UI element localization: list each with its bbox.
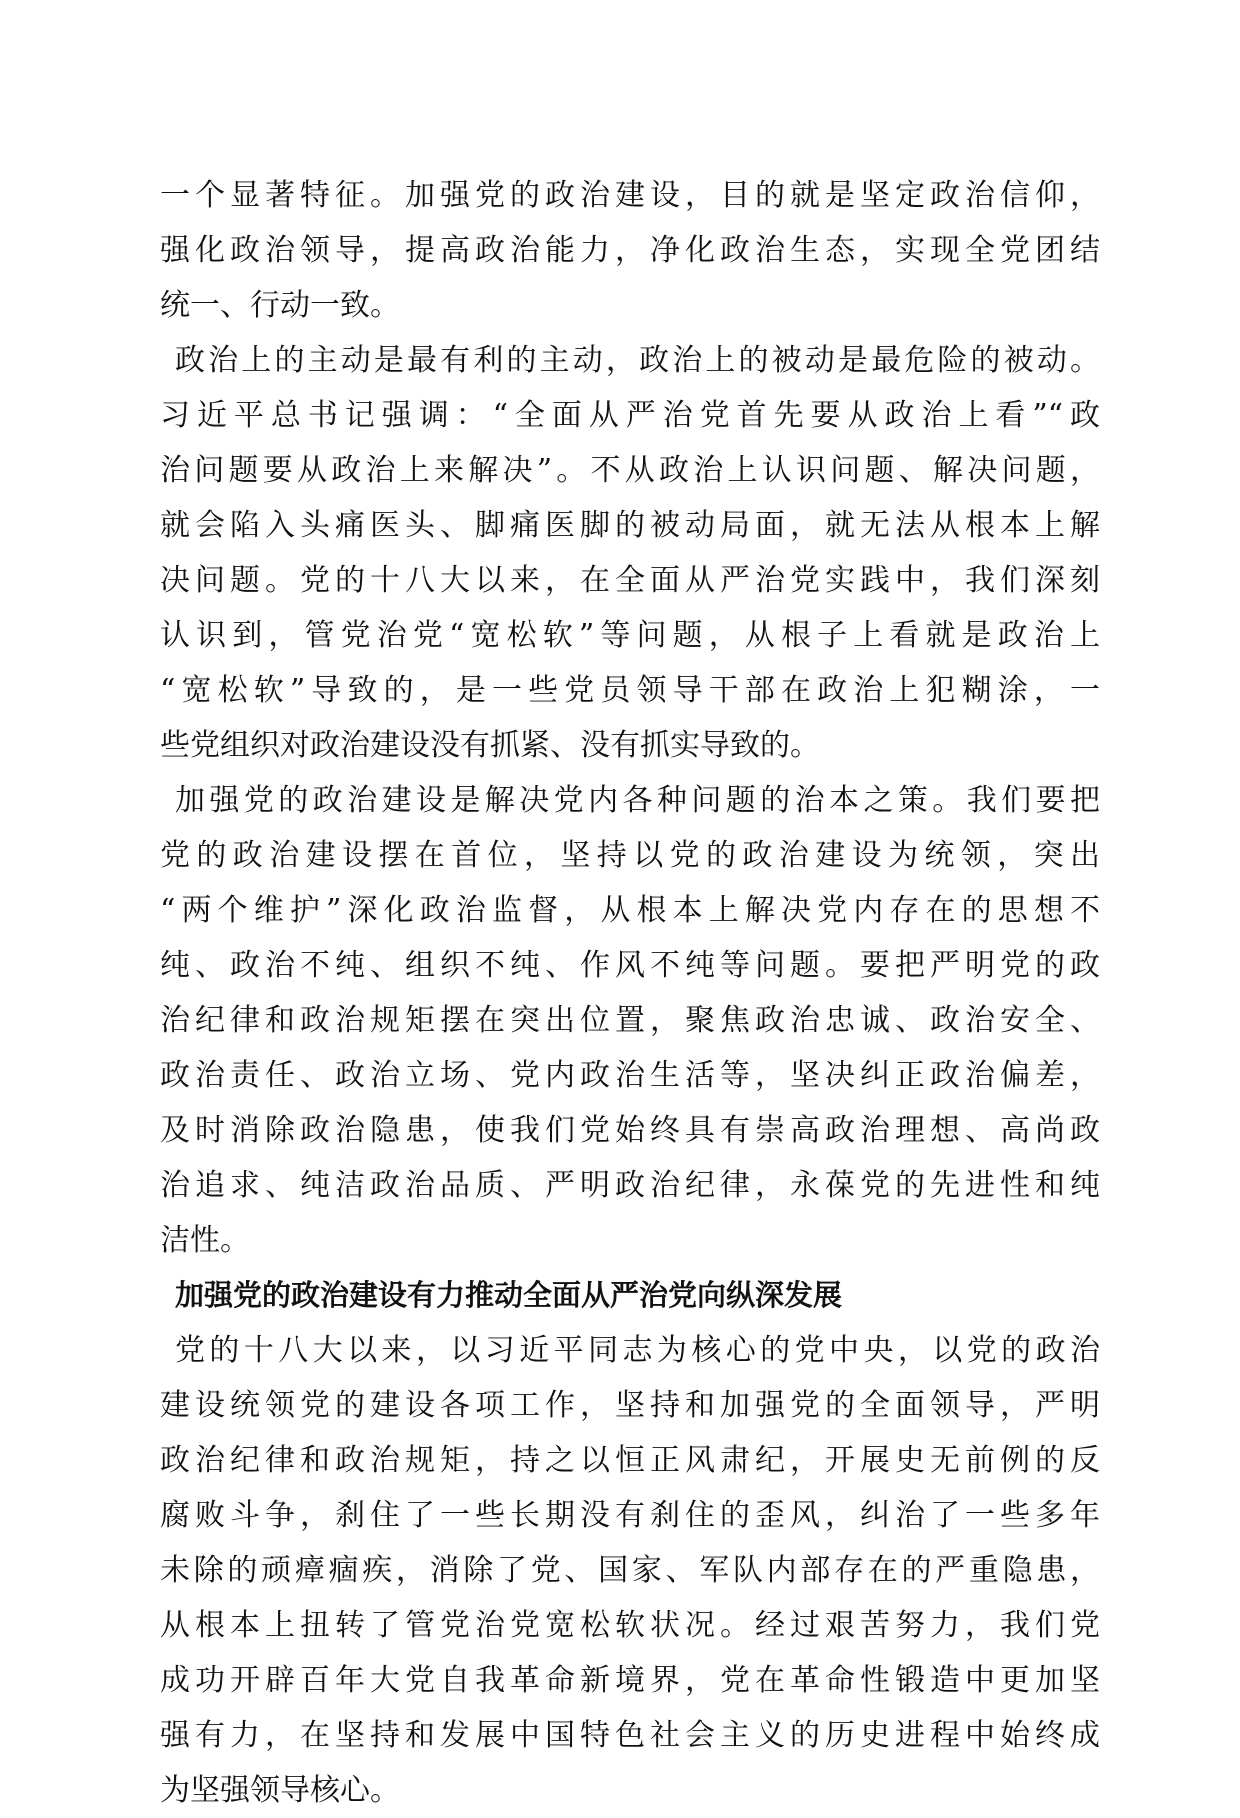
text-line: 治问题要从政治上来解决”。不从政治上认识问题、解决问题， (160, 453, 1100, 488)
text-line: 政治纪律和政治规矩，持之以恒正风肃纪，开展史无前例的反 (160, 1443, 1100, 1478)
section-heading: 加强党的政治建设有力推动全面从严治党向纵深发展 (175, 1278, 843, 1312)
text-line: 未除的顽瘴痼疾，消除了党、国家、军队内部存在的严重隐患， (160, 1553, 1100, 1588)
text-line: 加强党的政治建设是解决党内各种问题的治本之策。我们要把 (175, 783, 1100, 818)
text-line: 一个显著特征。加强党的政治建设，目的就是坚定政治信仰， (160, 178, 1100, 213)
paragraph-1 (160, 168, 1100, 333)
text-line: 纯、政治不纯、组织不纯、作风不纯等问题。要把严明党的政 (160, 948, 1100, 983)
paragraph-2 (160, 333, 1100, 773)
text-line: 治追求、纯洁政治品质、严明政治纪律，永葆党的先进性和纯 (160, 1168, 1100, 1203)
text-line: 成功开辟百年大党自我革命新境界，党在革命性锻造中更加坚 (160, 1663, 1100, 1698)
text-line: 为坚强领导核心。 (160, 1773, 400, 1808)
text-line: 统一、行动一致。 (160, 288, 400, 323)
text-line: 就会陷入头痛医头、脚痛医脚的被动局面，就无法从根本上解 (160, 508, 1100, 543)
paragraph-4 (160, 1323, 1100, 1818)
text-line: 从根本上扭转了管党治党宽松软状况。经过艰苦努力，我们党 (160, 1608, 1100, 1643)
text-line: 腐败斗争，刹住了一些长期没有刹住的歪风，纠治了一些多年 (160, 1498, 1100, 1533)
text-line: 及时消除政治隐患，使我们党始终具有崇高政治理想、高尚政 (160, 1113, 1100, 1148)
text-line: 习近平总书记强调：“全面从严治党首先要从政治上看”“政 (160, 398, 1100, 433)
text-line: 洁性。 (160, 1223, 250, 1258)
text-line: 强化政治领导，提高政治能力，净化政治生态，实现全党团结 (160, 233, 1100, 268)
text-line: “两个维护”深化政治监督，从根本上解决党内存在的思想不 (160, 893, 1100, 928)
text-line: “宽松软”导致的，是一些党员领导干部在政治上犯糊涂，一 (160, 673, 1100, 708)
text-line: 认识到，管党治党“宽松软”等问题，从根子上看就是政治上 (160, 618, 1100, 653)
text-line: 些党组织对政治建设没有抓紧、没有抓实导致的。 (160, 728, 820, 763)
text-line: 建设统领党的建设各项工作，坚持和加强党的全面领导，严明 (160, 1388, 1100, 1423)
document-page (160, 168, 1100, 1818)
text-line: 决问题。党的十八大以来，在全面从严治党实践中，我们深刻 (160, 563, 1100, 598)
text-line: 治纪律和政治规矩摆在突出位置，聚焦政治忠诚、政治安全、 (160, 1003, 1100, 1038)
text-line: 政治上的主动是最有利的主动，政治上的被动是最危险的被动。 (175, 343, 1100, 378)
paragraph-3 (160, 773, 1100, 1268)
text-line: 党的十八大以来，以习近平同志为核心的党中央，以党的政治 (175, 1333, 1100, 1368)
text-line: 党的政治建设摆在首位，坚持以党的政治建设为统领，突出 (160, 838, 1100, 873)
text-line: 强有力，在坚持和发展中国特色社会主义的历史进程中始终成 (160, 1718, 1100, 1753)
text-line: 政治责任、政治立场、党内政治生活等，坚决纠正政治偏差， (160, 1058, 1100, 1093)
